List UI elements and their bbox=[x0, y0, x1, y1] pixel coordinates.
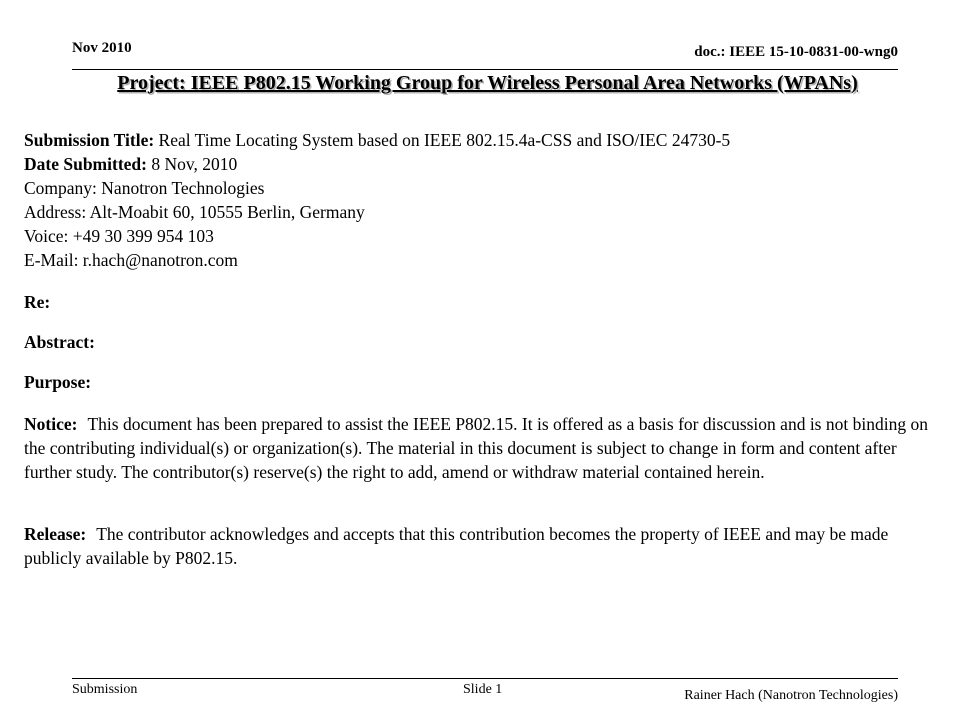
footer-submission: Submission bbox=[72, 682, 138, 697]
notice-paragraph bbox=[24, 412, 944, 484]
release-text: The contributor acknowledges and accepts that this contribution becomes the property of IEEE and may be made publicly available by P802.15. bbox=[24, 524, 889, 568]
notice-text: This document has been prepared to assist the IEEE P802.15. It is offered as a basis for discussion and is not binding on the contributing individual(s) or organization(s). The material in this document is subject to change in form and content after further study. The contributor(s) reserve(s) the right to add, amend or withdraw material contained herein. bbox=[24, 414, 928, 482]
date-submitted-label: Date Submitted: bbox=[24, 154, 147, 174]
release-label: Release: bbox=[24, 524, 87, 544]
footer-author: Rainer Hach (Nanotron Technologies) bbox=[684, 688, 898, 703]
submission-title-value: Real Time Locating System based on IEEE 802.15.4a-CSS and ISO/IEC 24730-5 bbox=[158, 130, 731, 150]
submission-meta bbox=[24, 128, 944, 272]
date-submitted-value: 8 Nov, 2010 bbox=[151, 154, 238, 174]
re-label: Re: bbox=[24, 292, 51, 312]
release-paragraph bbox=[24, 522, 944, 570]
company-line: Company: Nanotron Technologies bbox=[24, 178, 265, 198]
header-divider bbox=[72, 69, 898, 70]
voice-line: Voice: +49 30 399 954 103 bbox=[24, 226, 214, 246]
date-submitted-line bbox=[24, 152, 944, 176]
footer-slide-number: Slide 1 bbox=[463, 682, 503, 697]
submission-title-label: Submission Title: bbox=[24, 130, 155, 150]
address-line: Address: Alt-Moabit 60, 10555 Berlin, Germany bbox=[24, 202, 365, 222]
purpose-label: Purpose: bbox=[24, 372, 92, 392]
project-title: Project: IEEE P802.15 Working Group for Wireless Personal Area Networks (WPANs) bbox=[117, 72, 858, 94]
header-date: Nov 2010 bbox=[72, 40, 132, 56]
submission-title-line bbox=[24, 128, 944, 152]
abstract-label: Abstract: bbox=[24, 332, 95, 352]
header-doc-id: doc.: IEEE 15-10-0831-00-wng0 bbox=[694, 44, 898, 60]
footer-divider bbox=[72, 678, 898, 679]
notice-label: Notice: bbox=[24, 414, 78, 434]
email-line: E-Mail: r.hach@nanotron.com bbox=[24, 250, 238, 270]
